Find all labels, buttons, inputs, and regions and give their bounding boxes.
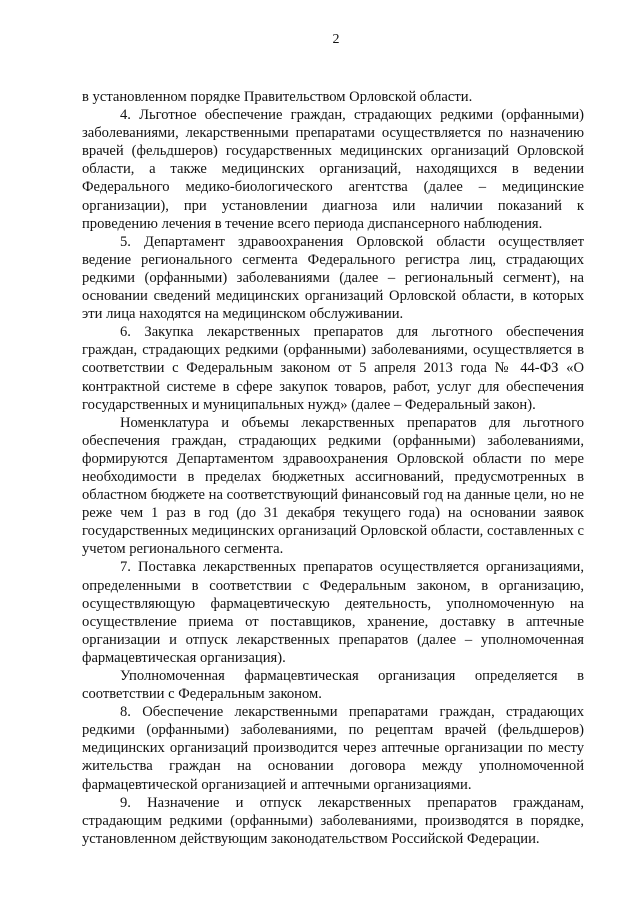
paragraph-continuation: в установленном порядке Правительством Орловской области. bbox=[82, 89, 473, 105]
page-number: 2 bbox=[332, 32, 340, 47]
paragraph-item-6: 6. Закупка лекарственных препаратов для льготного обеспечения граждан, страдающих редкими (орфанными) заболеваниями, осуществляется в соответствии с Федеральным законом от 5 апреля 2013 года № 44-ФЗ «О контрактной системе в сфере закупок товаров, работ, услуг для обеспечения государственных и муниципальных нужд» (далее – Федеральный закон). bbox=[82, 324, 584, 413]
paragraph-item-4: 4. Льготное обеспечение граждан, страдающих редкими (орфанными) заболеваниями, лекарственными препаратами осуществляется по назначению врачей (фельдшеров) государственных медицинских организаций Орловской области, а также медицинских организаций, находящихся в ведении Федерального медико-биологического агентства (далее – медицинские организации), при установлении диагноза или наличии показаний к проведению лечения в течение всего периода диспансерного наблюдения. bbox=[82, 107, 584, 232]
paragraph-item-9: 9. Назначение и отпуск лекарственных препаратов гражданам, страдающим редкими (орфанными) заболеваниями, производятся в порядке, установленном действующим законодательством Российской Федерации. bbox=[82, 794, 584, 847]
paragraph-nomenclature: Номенклатура и объемы лекарственных препаратов для льготного обеспечения граждан, страдающих редкими (орфанными) заболеваниями, формируются Департаментом здравоохранения Орловской области по мере необходимости в пределах бюджетных ассигнований, предусмотренных в областном бюджете на соответствующий финансовый год на данные цели, но не реже чем 1 раз в год (до 31 декабря текущего года) на основании заявок государственных медицинских организаций Орловской области, составленных с учетом регионального сегмента. bbox=[82, 414, 584, 558]
paragraph-item-8: 8. Обеспечение лекарственными препаратами граждан, страдающих редкими (орфанными) заболеваниями, по рецептам врачей (фельдшеров) медицинских организаций производится через аптечные организации по месту жительства граждан на основании договора между уполномоченной фармацевтической организацией и аптечными организациями. bbox=[82, 704, 584, 793]
paragraph-item-7: 7. Поставка лекарственных препаратов осуществляется организациями, определенными в соответствии с Федеральным законом, в организацию, осуществляющую фармацевтическую деятельность, уполномоченную на осуществление приема от поставщиков, хранение, доставку в аптечные организации и отпуск лекарственных препаратов (далее – уполномоченная фармацевтическая организация). bbox=[82, 559, 584, 666]
paragraph-authorized-org: Уполномоченная фармацевтическая организация определяется в соответствии с Федеральным законом. bbox=[82, 668, 584, 703]
paragraph-item-5: 5. Департамент здравоохранения Орловской области осуществляет ведение регионального сегмента Федерального регистра лиц, страдающих редкими (орфанными) заболеваниями (далее – региональный сегмент), на основании сведений медицинских организаций Орловской области, в которых эти лица находятся на медицинском обслуживании. bbox=[82, 233, 584, 323]
document-body bbox=[82, 88, 584, 848]
